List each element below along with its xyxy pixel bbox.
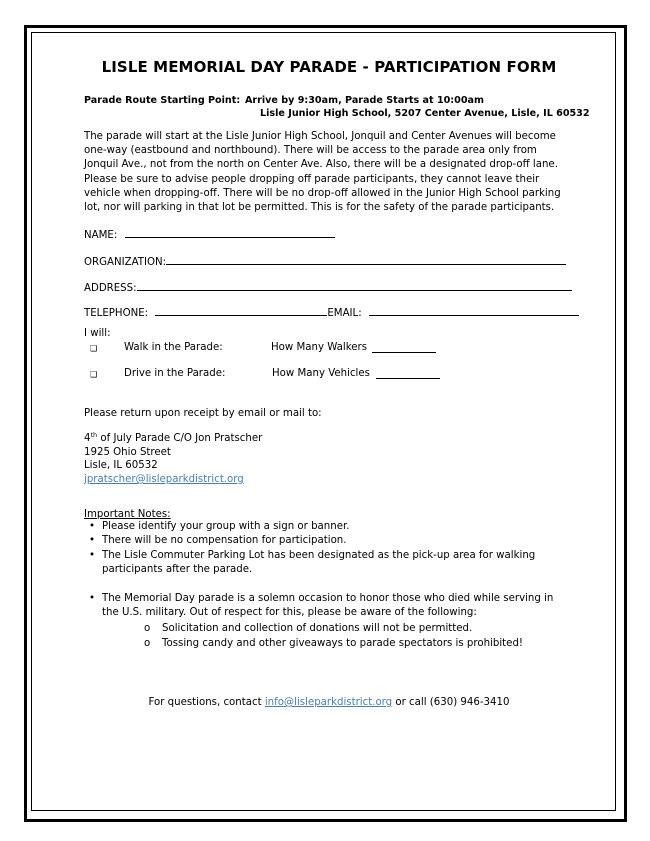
- note-item: • Please identify your group with a sign or banner.: [84, 520, 564, 534]
- contact-line: For questions, contact info@lisleparkdistrict.org or call (630) 946-3410: [148, 697, 510, 708]
- email-line[interactable]: [369, 304, 579, 316]
- return-instructions: Please return upon receipt by email or mail to:: [84, 408, 322, 419]
- address-label: ADDRESS:: [84, 283, 137, 294]
- bullet-icon: •: [89, 535, 96, 546]
- organization-field[interactable]: [84, 253, 566, 270]
- form-title: LISLE MEMORIAL DAY PARADE - PARTICIPATION FORM: [101, 58, 557, 76]
- return-email-link[interactable]: jpratscher@lisleparkdistrict.org: [84, 474, 244, 486]
- contact-email-link[interactable]: info@lisleparkdistrict.org: [264, 697, 393, 708]
- route-label: Parade Route Starting Point:: [84, 95, 241, 106]
- drive-label: Drive in the Parade:: [124, 368, 226, 379]
- bullet-icon: •: [89, 593, 96, 604]
- walk-option[interactable]: [84, 341, 484, 355]
- i-will-label: I will:: [84, 328, 111, 339]
- note-item: • The Memorial Day parade is a solemn occasion to honor those who died while serving in the U.S. military. Out of respect for this, please be aware of the following:: [89, 593, 554, 619]
- telephone-line[interactable]: [155, 304, 327, 316]
- telephone-label: TELEPHONE:: [84, 308, 149, 319]
- note-item: • The Lisle Commuter Parking Lot has been designated as the pick-up area for walking participants after the parade.: [89, 550, 536, 576]
- name-field[interactable]: [84, 226, 335, 243]
- address-line-2: 1925 Ohio Street: [84, 446, 171, 458]
- address-line-1: 4th of July Parade C/O Jon Pratscher: [84, 431, 263, 444]
- route-time: Arrive by 9:30am, Parade Starts at 10:00am: [245, 95, 484, 106]
- email-label: EMAIL:: [327, 308, 362, 319]
- intro-paragraph: The parade will start at the Lisle Junior High School, Jonquil and Center Avenues will become one-way (eastbound and northbound). There will be access to the parade area only from Jonquil Ave., not from the north on Center Ave. Also, there will be a designated drop-off lane. Please be sure to advise people dropping off parade participants, they cannot leave their vehicle when dropping-off. There will be no drop-off allowed in the Junior High School parking lot, nor will parking in that lot be permitted. This is for the safety of the parade participants.: [84, 131, 561, 214]
- name-line[interactable]: [125, 226, 335, 238]
- address-field[interactable]: [84, 279, 572, 296]
- vehicles-label: How Many Vehicles: [272, 368, 370, 379]
- organization-label: ORGANIZATION:: [84, 257, 167, 268]
- address-line-3: Lisle, IL 60532: [84, 460, 158, 472]
- drive-option[interactable]: [84, 367, 484, 381]
- walkers-label: How Many Walkers: [271, 342, 368, 353]
- telephone-field[interactable]: [84, 304, 579, 321]
- route-location: Lisle Junior High School, 5207 Center Avenue, Lisle, IL 60532: [260, 108, 590, 119]
- notes-heading: Important Notes:: [84, 509, 171, 520]
- vehicles-line[interactable]: [376, 367, 440, 379]
- name-label: NAME:: [84, 230, 118, 241]
- checkbox-icon[interactable]: ❑: [90, 370, 98, 379]
- circle-bullet-icon: o: [144, 623, 151, 634]
- checkbox-icon[interactable]: ❑: [90, 344, 98, 353]
- bullet-icon: •: [89, 550, 96, 561]
- note-item: • There will be no compensation for participation.: [84, 534, 564, 548]
- walkers-line[interactable]: [372, 341, 436, 353]
- organization-line[interactable]: [166, 253, 566, 265]
- walk-label: Walk in the Parade:: [124, 342, 223, 353]
- address-line[interactable]: [137, 279, 572, 291]
- circle-bullet-icon: o: [144, 638, 151, 649]
- mailing-address: [84, 432, 262, 487]
- bullet-icon: •: [89, 521, 96, 532]
